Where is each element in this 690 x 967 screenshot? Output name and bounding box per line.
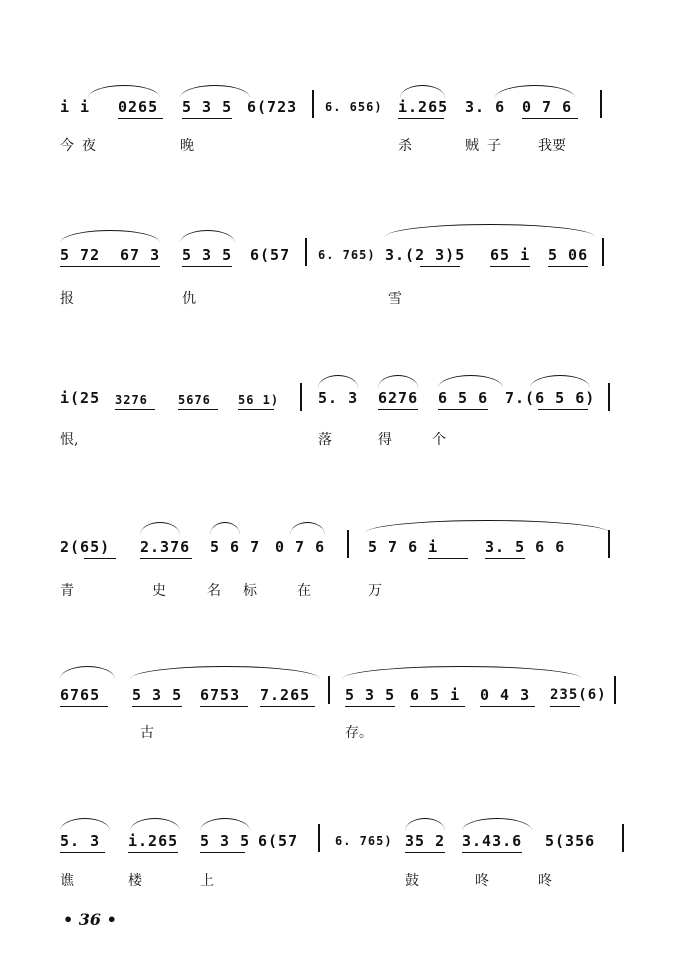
lyric: 史 <box>152 583 166 599</box>
slur <box>495 85 575 98</box>
lyric: 恨, <box>60 432 79 448</box>
lyric: 在 <box>297 583 311 599</box>
note-group: 3276 <box>115 393 148 407</box>
bar-line <box>312 90 314 118</box>
note-group: 0 7 6 <box>275 538 326 556</box>
note-group: i.265 <box>398 98 449 116</box>
beam-underline <box>522 118 578 119</box>
slur <box>438 375 503 388</box>
beam-underline <box>345 706 395 707</box>
lyric: 个 <box>432 432 446 448</box>
score-line-4 <box>0 522 690 632</box>
beam-underline <box>238 409 274 410</box>
beam-underline <box>182 266 232 267</box>
slur <box>290 522 325 535</box>
beam-underline <box>200 706 248 707</box>
note-group: i.265 <box>128 832 179 850</box>
beam-underline <box>84 558 116 559</box>
slur <box>365 520 610 533</box>
lyric: 标 <box>243 583 257 599</box>
note-group: 5(356 <box>545 832 596 850</box>
note-group: 5 3 5 <box>182 246 233 264</box>
score-line-5 <box>0 666 690 776</box>
beam-underline <box>438 409 488 410</box>
lyric: 杀 <box>398 138 412 154</box>
lyric: 楼 <box>128 873 142 889</box>
slur <box>400 85 445 98</box>
bar-line <box>328 676 330 704</box>
lyric: 名 <box>207 583 221 599</box>
note-group: 235(6) <box>550 687 607 703</box>
beam-underline <box>538 409 588 410</box>
note-group: 5. 3 <box>318 389 359 407</box>
lyric: 落 <box>318 432 332 448</box>
beam-underline <box>378 409 418 410</box>
lyric: 得 <box>378 432 392 448</box>
note-group: 6 5 i <box>410 686 461 704</box>
slur <box>60 818 110 831</box>
beam-underline <box>420 266 460 267</box>
bar-line <box>300 383 302 411</box>
note-group: 5 6 7 <box>210 538 261 556</box>
slur <box>210 522 240 535</box>
bar-line <box>318 824 320 852</box>
bar-line <box>608 530 610 558</box>
beam-underline <box>260 706 315 707</box>
beam-underline <box>132 706 182 707</box>
note-group: 0 7 6 <box>522 98 573 116</box>
slur <box>385 224 595 237</box>
slur <box>342 666 582 679</box>
bar-line <box>608 383 610 411</box>
lyric: 青 <box>60 583 74 599</box>
note-group: 7.(6 5 6) <box>505 389 596 407</box>
note-group: 6753 <box>200 686 241 704</box>
note-group: 65 i <box>490 246 531 264</box>
beam-underline <box>118 118 163 119</box>
note-group: 5 3 5 <box>345 686 396 704</box>
note-group: 3. 6 <box>465 98 506 116</box>
lyric: 雪 <box>388 291 402 307</box>
beam-underline <box>182 118 232 119</box>
note-group: 6. 765) <box>335 834 393 848</box>
note-group: 0265 <box>118 98 159 116</box>
slur <box>140 522 180 535</box>
bar-line <box>305 238 307 266</box>
note-group: 2.376 <box>140 538 191 556</box>
slur <box>405 818 445 831</box>
slur <box>60 230 160 243</box>
lyric: 古 <box>140 725 154 741</box>
slur <box>180 85 250 98</box>
note-group: 6. 765) <box>318 248 376 262</box>
slur <box>200 818 250 831</box>
note-group: 5 3 5 <box>132 686 183 704</box>
slur <box>130 666 320 679</box>
beam-underline <box>398 118 444 119</box>
beam-underline <box>115 409 155 410</box>
page-number: • 36 • <box>63 910 117 929</box>
note-group: 3.(2 3)5 <box>385 246 466 264</box>
note-group: 6(57 <box>258 832 299 850</box>
slur <box>462 818 532 831</box>
lyric: 今夜 <box>60 138 104 154</box>
lyric: 贼子 <box>465 138 509 154</box>
lyric: 存。 <box>345 725 373 741</box>
note-group: 3.43.6 <box>462 832 523 850</box>
beam-underline <box>410 706 465 707</box>
note-group: 5 06 <box>548 246 589 264</box>
lyric: 我要 <box>538 138 566 154</box>
note-group: 35 2 <box>405 832 446 850</box>
note-group: 2(65) <box>60 538 111 556</box>
lyric: 咚 <box>538 873 552 889</box>
beam-underline <box>480 706 535 707</box>
lyric: 谯 <box>60 873 74 889</box>
bar-line <box>622 824 624 852</box>
beam-underline <box>60 852 105 853</box>
beam-underline <box>428 558 468 559</box>
score-line-1 <box>0 85 690 195</box>
lyric: 万 <box>368 583 382 599</box>
note-group: 5 7 6 i <box>368 538 439 556</box>
slur <box>530 375 590 388</box>
note-group: 6(57 <box>250 246 291 264</box>
beam-underline <box>140 558 192 559</box>
note-group: 6276 <box>378 389 419 407</box>
beam-underline <box>462 852 522 853</box>
note-group: 67 3 <box>120 246 161 264</box>
score-line-2 <box>0 230 690 340</box>
note-group: 56 1) <box>238 393 280 407</box>
beam-underline <box>550 706 580 707</box>
beam-underline <box>128 852 178 853</box>
beam-underline <box>548 266 588 267</box>
slur <box>378 375 418 388</box>
lyric: 晚 <box>180 138 194 154</box>
lyric: 仇 <box>182 291 196 307</box>
note-group: 5 3 5 <box>182 98 233 116</box>
note-group: 3. 5 6 6 <box>485 538 566 556</box>
note-group: 5. 3 <box>60 832 101 850</box>
slur <box>88 85 160 98</box>
beam-underline <box>60 706 108 707</box>
note-group: 7.265 <box>260 686 311 704</box>
lyric: 报 <box>60 291 74 307</box>
bar-line <box>347 530 349 558</box>
note-group: 6(723 <box>247 98 298 116</box>
note-group: 5 3 5 <box>200 832 251 850</box>
note-group: 6765 <box>60 686 101 704</box>
beam-underline <box>485 558 525 559</box>
score-line-3 <box>0 375 690 485</box>
note-group: i(25 <box>60 389 101 407</box>
slur <box>318 375 358 388</box>
beam-underline <box>178 409 218 410</box>
note-group: 6 5 6 <box>438 389 489 407</box>
bar-line <box>614 676 616 704</box>
note-group: 0 4 3 <box>480 686 531 704</box>
bar-line <box>600 90 602 118</box>
beam-underline <box>60 266 160 267</box>
lyric: 鼓 <box>405 873 419 889</box>
note-group: i i <box>60 98 91 116</box>
slur <box>60 666 115 679</box>
slur <box>180 230 235 243</box>
note-group: 5 72 <box>60 246 101 264</box>
lyric: 咚 <box>475 873 489 889</box>
beam-underline <box>405 852 445 853</box>
bar-line <box>602 238 604 266</box>
beam-underline <box>490 266 530 267</box>
note-group: 5676 <box>178 393 211 407</box>
beam-underline <box>200 852 245 853</box>
slur <box>130 818 180 831</box>
note-group: 6. 656) <box>325 100 383 114</box>
lyric: 上 <box>200 873 214 889</box>
